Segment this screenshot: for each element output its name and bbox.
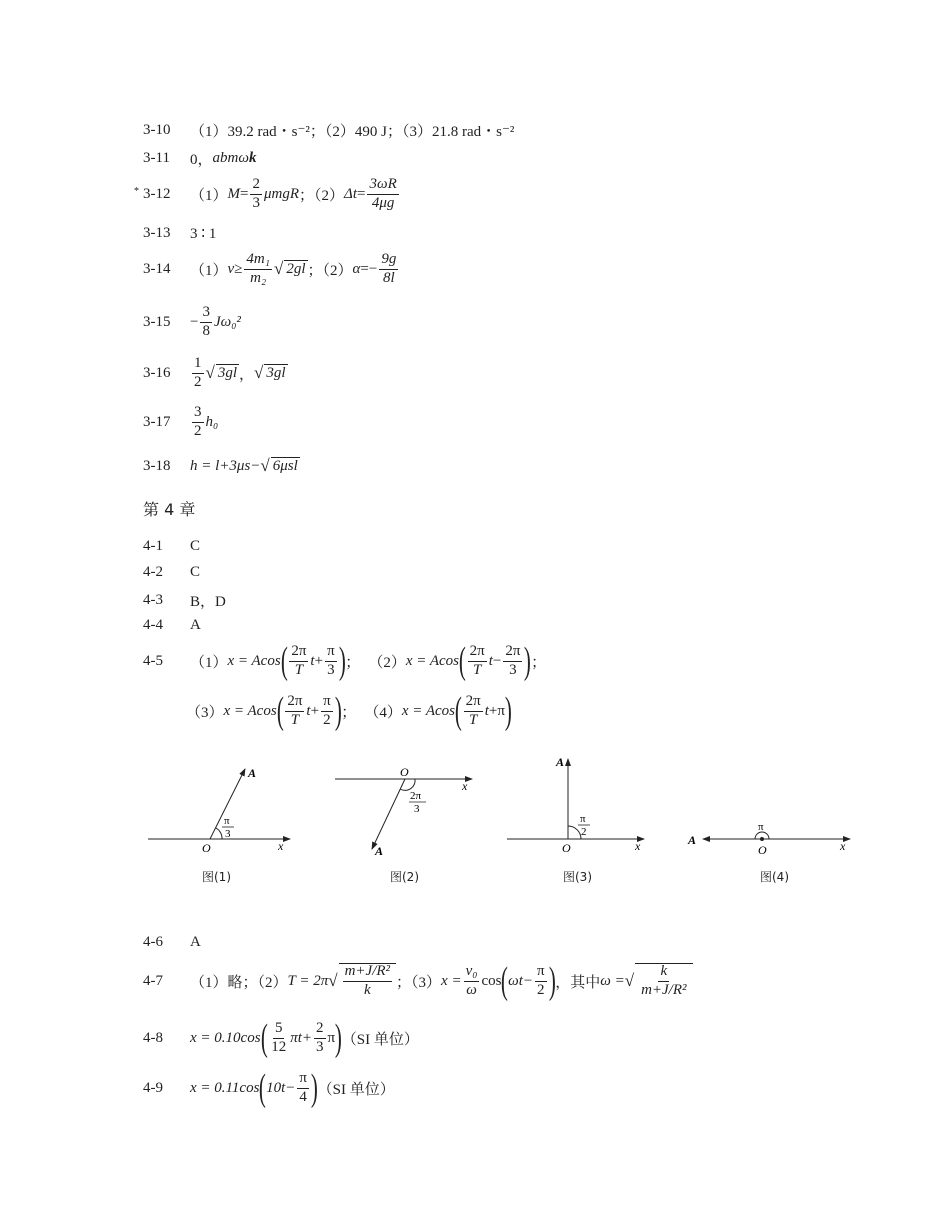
symbol: t bbox=[306, 702, 311, 719]
radicand: 3gl bbox=[266, 365, 286, 382]
fraction bbox=[639, 964, 688, 999]
denominator: 8 bbox=[202, 322, 210, 339]
denominator: 2 bbox=[323, 711, 331, 728]
denominator: 2 bbox=[194, 422, 202, 439]
answer-number: 3-13 bbox=[143, 225, 171, 241]
symbol: Δt bbox=[344, 185, 358, 202]
fraction bbox=[200, 305, 212, 340]
paren: ) bbox=[310, 1067, 318, 1109]
symbol: α bbox=[352, 260, 361, 277]
answer-number: 4-5 bbox=[143, 652, 163, 669]
fraction bbox=[325, 644, 337, 679]
answer-3-11 bbox=[143, 148, 256, 169]
equals: = bbox=[240, 185, 249, 202]
numerator: 2π bbox=[289, 644, 308, 662]
angle-num: π bbox=[580, 813, 586, 825]
fraction bbox=[192, 405, 204, 440]
fraction bbox=[343, 964, 392, 999]
part-label: （3） bbox=[186, 704, 224, 721]
fraction bbox=[535, 964, 547, 999]
fraction bbox=[379, 252, 398, 287]
figure-3 bbox=[507, 755, 644, 855]
answer-4-2 bbox=[143, 564, 200, 581]
phasor-figures bbox=[0, 752, 950, 892]
expression: h₀ bbox=[205, 413, 219, 430]
figure-caption-3: 图(3) bbox=[563, 870, 592, 884]
expression: x = Acos bbox=[227, 652, 281, 669]
answer-number: 4-9 bbox=[143, 1079, 163, 1096]
connector-text: ，其中 bbox=[555, 974, 601, 991]
answer-text: B，D bbox=[190, 594, 226, 610]
numerator: 2π bbox=[285, 694, 304, 712]
answer-text: C bbox=[190, 538, 201, 554]
origin-label: O bbox=[400, 765, 409, 779]
answer-4-3 bbox=[143, 590, 226, 611]
fraction bbox=[250, 177, 262, 212]
figure-4 bbox=[687, 821, 850, 857]
answer-4-6 bbox=[143, 934, 201, 951]
numerator: 3 bbox=[200, 305, 212, 323]
radical-sign: √ bbox=[254, 363, 264, 383]
function-name: cos bbox=[481, 972, 502, 989]
denominator: k bbox=[363, 982, 371, 998]
denominator: 3 bbox=[252, 194, 260, 211]
fraction bbox=[297, 1071, 309, 1106]
radicand bbox=[635, 963, 692, 999]
answer-text: A bbox=[190, 617, 201, 633]
answer-number: 4-2 bbox=[143, 564, 163, 580]
answer-3-17 bbox=[143, 405, 218, 440]
symbol: π bbox=[497, 702, 505, 719]
paren: ( bbox=[454, 690, 462, 732]
expression: x = Acos bbox=[405, 652, 459, 669]
numerator: 2 bbox=[314, 1021, 326, 1039]
paren: ) bbox=[338, 640, 346, 682]
paren: ( bbox=[458, 640, 466, 682]
denominator: T bbox=[469, 711, 478, 728]
denominator: 4μg bbox=[371, 194, 395, 211]
paren: ( bbox=[260, 1017, 268, 1059]
answer-4-4 bbox=[143, 617, 201, 634]
expression: ωt− bbox=[508, 972, 533, 989]
fraction bbox=[464, 964, 480, 999]
origin-dot bbox=[760, 837, 764, 841]
fraction bbox=[321, 694, 333, 729]
fraction bbox=[285, 694, 304, 729]
plus: + bbox=[314, 652, 324, 669]
denominator: 3 bbox=[327, 661, 335, 678]
origin-label: O bbox=[758, 843, 767, 857]
symbol: t bbox=[484, 702, 489, 719]
angle-den: 3 bbox=[225, 828, 231, 840]
numerator: k bbox=[658, 964, 669, 982]
angle-den: 2 bbox=[581, 826, 587, 838]
answer-number: 4-3 bbox=[143, 592, 163, 608]
fraction bbox=[192, 356, 204, 391]
denominator: T bbox=[290, 711, 300, 728]
answer-prefix: 0， bbox=[190, 152, 213, 168]
numerator: 1 bbox=[192, 356, 204, 374]
part-label: （2） bbox=[368, 654, 406, 671]
numerator: 2π bbox=[464, 694, 483, 712]
paren: ( bbox=[276, 690, 284, 732]
fraction bbox=[367, 177, 398, 212]
denominator: 2 bbox=[194, 373, 202, 390]
comma: ， bbox=[239, 366, 255, 383]
relation: ≥ bbox=[234, 260, 243, 277]
vector-label: A bbox=[688, 833, 697, 847]
numerator: 5 bbox=[273, 1021, 285, 1039]
symbol: M bbox=[227, 185, 241, 202]
answer-4-8 bbox=[143, 1019, 419, 1057]
origin-label: O bbox=[202, 841, 211, 855]
answer-number: 4-4 bbox=[143, 617, 163, 633]
fraction bbox=[289, 644, 308, 679]
answer-4-7 bbox=[143, 962, 693, 1000]
expression: μmgR bbox=[263, 185, 300, 202]
radicand: 3gl bbox=[217, 365, 238, 382]
paren: ( bbox=[280, 640, 288, 682]
denominator: T bbox=[473, 661, 482, 678]
answer-number: 3-10 bbox=[143, 122, 171, 138]
separator: ；（2） bbox=[307, 262, 353, 279]
answer-number: 3-11 bbox=[143, 150, 170, 166]
part-label: （1） bbox=[190, 262, 228, 279]
part-label: （1）略；（2） bbox=[190, 974, 288, 991]
part-label: （1） bbox=[190, 187, 228, 204]
numerator: 2π bbox=[468, 644, 487, 662]
symbol: t bbox=[310, 652, 315, 669]
figure-caption-1: 图(1) bbox=[202, 870, 231, 884]
answer-4-1 bbox=[143, 538, 200, 555]
paren: ) bbox=[504, 690, 512, 732]
vector-label: A bbox=[556, 755, 565, 769]
radical-sign: √ bbox=[328, 971, 338, 990]
answer-number: 3-12 bbox=[143, 185, 171, 202]
part-label: （4） bbox=[364, 704, 402, 721]
expression: ω = bbox=[600, 972, 625, 989]
expression: x = 0.11cos bbox=[190, 1079, 260, 1096]
unit-vector-k: k bbox=[248, 150, 257, 166]
denominator: 3 bbox=[316, 1038, 324, 1055]
answer-3-13 bbox=[143, 224, 216, 243]
answer-text: （1）39.2 rad・s⁻²；（2）490 J；（3）21.8 rad・s⁻² bbox=[190, 124, 515, 140]
answer-number: 3-16 bbox=[143, 364, 171, 381]
denominator: 2 bbox=[537, 981, 545, 998]
numerator: m+J/R² bbox=[343, 964, 392, 982]
paren: ) bbox=[524, 640, 532, 682]
angle-num: π bbox=[224, 815, 230, 827]
chapter-heading: 第 4 章 bbox=[143, 500, 196, 519]
answer-number: 3-17 bbox=[143, 413, 171, 430]
answer-text: A bbox=[190, 934, 201, 950]
unit-note: （SI 单位） bbox=[341, 1031, 419, 1048]
fraction bbox=[468, 644, 487, 679]
paren: ( bbox=[259, 1067, 267, 1109]
unit-note: （SI 单位） bbox=[317, 1081, 395, 1098]
answer-number: 4-7 bbox=[143, 972, 163, 989]
denominator: T bbox=[294, 661, 304, 678]
answer-3-12 bbox=[143, 177, 401, 212]
fraction bbox=[503, 644, 522, 679]
paren: ) bbox=[334, 690, 342, 732]
answer-3-15 bbox=[143, 305, 241, 340]
fraction bbox=[464, 694, 483, 729]
numerator: 9g bbox=[379, 252, 398, 270]
radical-sign: √ bbox=[260, 456, 270, 475]
radicand: 6μsl bbox=[272, 458, 298, 474]
vector-label: A bbox=[375, 844, 384, 858]
radical-sign: √ bbox=[205, 363, 215, 383]
figure-caption-2: 图(2) bbox=[390, 870, 419, 884]
axis-label: x bbox=[278, 839, 284, 853]
symbol: π bbox=[327, 1029, 336, 1046]
figure-2 bbox=[335, 765, 472, 858]
answer-number: 3-18 bbox=[143, 457, 171, 474]
numerator: 4m₁ bbox=[244, 252, 272, 270]
semicolon: ； bbox=[341, 704, 357, 721]
separator: ；（2） bbox=[299, 187, 345, 204]
numerator: π bbox=[321, 694, 333, 712]
answer-3-16 bbox=[143, 356, 288, 391]
numerator: π bbox=[535, 964, 547, 982]
semicolon: ； bbox=[531, 654, 547, 671]
expression: x = bbox=[441, 972, 462, 989]
answer-number: 4-8 bbox=[143, 1029, 163, 1046]
answer-4-5-line2 bbox=[186, 692, 512, 730]
angle-num: 2π bbox=[410, 790, 422, 802]
plus: + bbox=[310, 702, 320, 719]
numerator: 3 bbox=[192, 405, 204, 423]
angular-momentum-expr: abmω bbox=[212, 150, 249, 166]
angle-arc bbox=[568, 826, 581, 839]
expression: πt+ bbox=[290, 1029, 312, 1046]
expression: x = Acos bbox=[401, 702, 455, 719]
denominator: 4 bbox=[299, 1088, 307, 1105]
paren: ) bbox=[548, 960, 556, 1002]
answer-3-18 bbox=[143, 456, 300, 476]
numerator: v₀ bbox=[464, 964, 480, 982]
symbol: v bbox=[227, 260, 235, 277]
answer-4-5-line1 bbox=[143, 642, 546, 680]
fraction bbox=[244, 252, 272, 287]
radicand bbox=[339, 963, 396, 999]
origin-label: O bbox=[562, 841, 571, 855]
star-mark: * bbox=[134, 186, 139, 197]
answer-number: 3-14 bbox=[143, 260, 171, 277]
part-label: ；（3） bbox=[396, 974, 442, 991]
answer-text: C bbox=[190, 564, 201, 580]
numerator: 2 bbox=[250, 177, 262, 195]
angle-den: 3 bbox=[414, 803, 420, 815]
expression: x = Acos bbox=[223, 702, 277, 719]
angle-label: π bbox=[758, 821, 764, 833]
minus: − bbox=[492, 652, 502, 669]
answer-3-10 bbox=[143, 120, 514, 141]
answer-number: 3-15 bbox=[143, 313, 171, 330]
equals: = bbox=[357, 185, 366, 202]
answer-3-14 bbox=[143, 252, 400, 287]
expression: x = 0.10cos bbox=[190, 1029, 261, 1046]
answer-4-9 bbox=[143, 1069, 395, 1107]
part-label: （1） bbox=[190, 654, 228, 671]
axis-label: x bbox=[840, 839, 846, 853]
expression: 10t− bbox=[266, 1079, 296, 1096]
figure-1 bbox=[148, 766, 290, 855]
radicand: 2gl bbox=[286, 261, 306, 278]
answer-text: 3 ∶ 1 bbox=[190, 226, 217, 242]
radical-sign: √ bbox=[624, 971, 635, 990]
answer-number: 4-6 bbox=[143, 934, 163, 950]
angle-arc bbox=[216, 828, 222, 839]
expression: Jω₀² bbox=[213, 313, 241, 330]
vector-label: A bbox=[248, 766, 257, 780]
numerator: 3ωR bbox=[367, 177, 398, 195]
denominator: m₂ bbox=[250, 269, 267, 286]
paren: ) bbox=[334, 1017, 342, 1059]
paren: ( bbox=[501, 960, 509, 1002]
denominator: ω bbox=[466, 981, 477, 998]
numerator: π bbox=[297, 1071, 309, 1089]
denominator: 3 bbox=[509, 661, 517, 678]
radical-sign: √ bbox=[273, 259, 284, 279]
semicolon: ； bbox=[345, 654, 361, 671]
equals: =− bbox=[360, 260, 378, 277]
denominator: m+J/R² bbox=[641, 982, 687, 998]
fraction bbox=[269, 1021, 288, 1056]
axis-label: x bbox=[635, 839, 641, 853]
axis-label: x bbox=[462, 779, 468, 793]
expression: T = 2π bbox=[287, 972, 329, 989]
plus: + bbox=[488, 702, 498, 719]
answer-number: 4-1 bbox=[143, 538, 163, 554]
numerator: π bbox=[325, 644, 337, 662]
symbol: t bbox=[488, 652, 493, 669]
expression: h = l+3μs− bbox=[190, 457, 261, 474]
fraction bbox=[314, 1021, 326, 1056]
denominator: 8l bbox=[382, 269, 395, 286]
denominator: 12 bbox=[271, 1038, 287, 1055]
figure-caption-4: 图(4) bbox=[760, 870, 789, 884]
numerator: 2π bbox=[503, 644, 522, 662]
minus: − bbox=[190, 313, 199, 330]
